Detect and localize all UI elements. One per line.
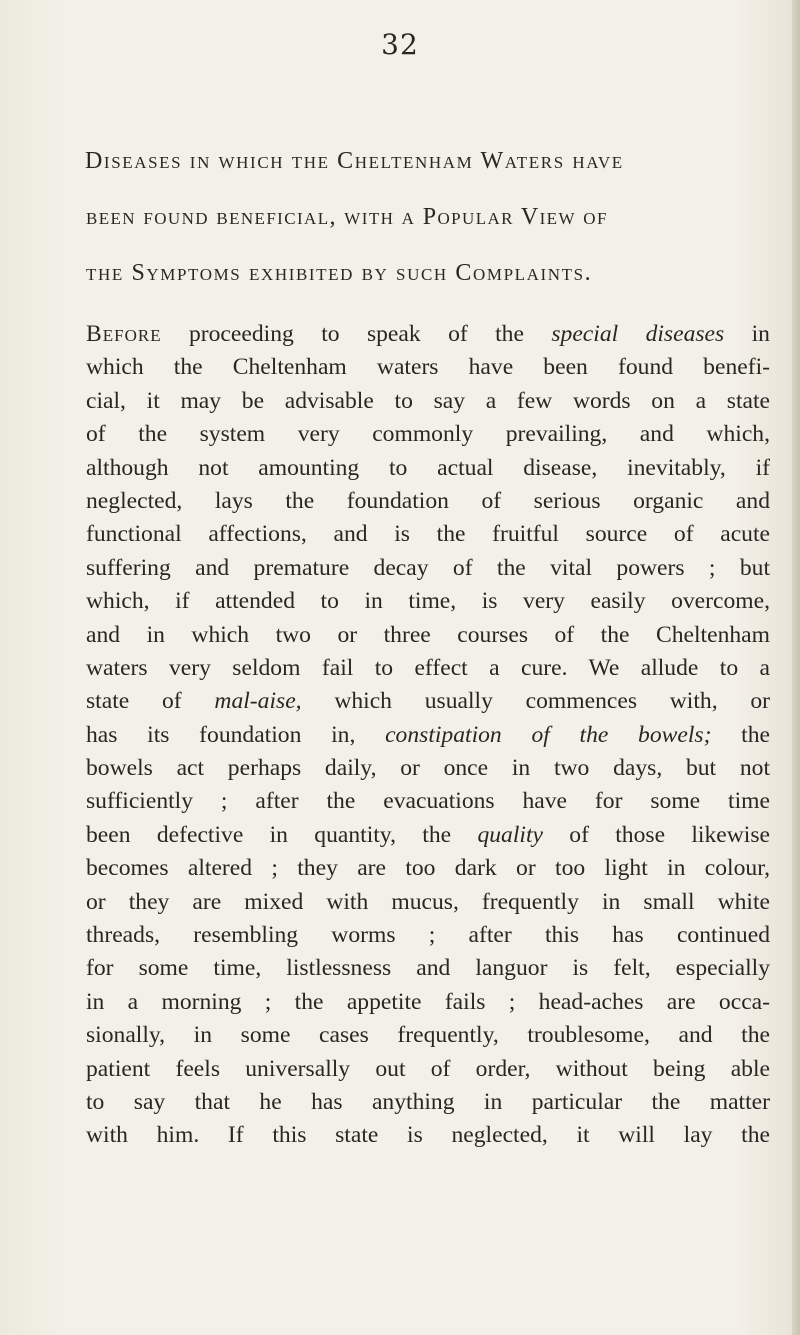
text-line xyxy=(86,919,770,952)
text-line xyxy=(86,485,770,518)
text-line xyxy=(86,886,770,919)
text-run: which the Cheltenham waters have been found benefi- xyxy=(86,354,770,381)
text-line xyxy=(86,351,770,384)
text-line xyxy=(86,385,770,418)
text-run: bowels act perhaps daily, or once in two days, but not xyxy=(86,755,770,782)
text-line xyxy=(86,652,770,685)
text-run: proceeding to speak of the xyxy=(161,321,552,347)
text-line xyxy=(86,1086,770,1119)
text-run: of those likewise xyxy=(542,821,770,848)
text-run: patient feels universally out of order, without being able xyxy=(86,1055,770,1082)
italic-phrase: special diseases xyxy=(551,321,725,347)
text-line xyxy=(86,752,770,785)
italic-phrase: mal-aise, xyxy=(214,688,302,715)
text-line xyxy=(86,452,770,485)
text-run: of the system very commonly prevailing, and which, xyxy=(86,421,770,448)
text-line xyxy=(86,719,770,752)
text-line xyxy=(86,552,770,585)
text-run: to say that he has anything in particular the matter xyxy=(86,1088,770,1115)
text-run: suffering and premature decay of the vital powers ; but xyxy=(86,554,770,581)
text-run: cial, it may be advisable to say a few words on a state xyxy=(86,387,770,414)
text-line xyxy=(86,685,770,718)
text-run: in xyxy=(724,321,770,347)
chapter-heading-line-3: the Symptoms exhibited by such Complaints. xyxy=(86,260,593,286)
text-run: the xyxy=(711,721,770,748)
text-run: functional affections, and is the fruitful source of acute xyxy=(86,521,770,548)
body-paragraph xyxy=(86,318,770,1153)
text-run: becomes altered ; they are too dark or too light in colour, xyxy=(86,855,770,882)
text-run: neglected, lays the foundation of serious organic and xyxy=(86,487,770,514)
chapter-heading-line-1: Diseases in which the Cheltenham Waters have xyxy=(85,148,624,174)
text-line xyxy=(86,1119,770,1152)
text-run: and in which two or three courses of the Cheltenham xyxy=(86,621,770,648)
text-line xyxy=(86,585,770,618)
text-line xyxy=(86,418,770,451)
text-line xyxy=(86,619,770,652)
text-run: which usually commences with, or xyxy=(301,688,771,715)
text-line xyxy=(86,852,770,885)
text-run: waters very seldom fail to effect a cure. We allude to a xyxy=(86,654,770,681)
text-run: threads, resembling worms ; after this has continued xyxy=(86,922,770,949)
page-number: 32 xyxy=(381,28,419,61)
text-run: in a morning ; the appetite fails ; head-aches are occa- xyxy=(86,988,770,1015)
text-line xyxy=(86,1053,770,1086)
text-line xyxy=(86,518,770,551)
text-line xyxy=(86,952,770,985)
text-run: although not amounting to actual disease, inevitably, if xyxy=(86,454,770,481)
chapter-heading-line-2: been found beneficial, with a Popular View of xyxy=(86,204,608,230)
text-line xyxy=(86,819,770,852)
text-run: with him. If this state is neglected, it will lay the xyxy=(86,1122,770,1149)
page-edge xyxy=(792,0,800,1335)
text-line xyxy=(86,986,770,1019)
text-run: has its foundation in, xyxy=(86,721,386,748)
italic-phrase: constipation of the bowels; xyxy=(385,721,712,748)
text-line xyxy=(86,785,770,818)
small-caps-word: Before xyxy=(86,321,162,347)
italic-phrase: quality xyxy=(477,821,543,848)
text-run: or they are mixed with mucus, frequently in small white xyxy=(86,888,770,915)
text-run: which, if attended to in time, is very easily overcome, xyxy=(86,588,770,615)
text-run: state of xyxy=(86,688,215,715)
text-run: been defective in quantity, the xyxy=(86,821,478,848)
text-run: sufficiently ; after the evacuations have for some time xyxy=(86,788,770,815)
text-run: for some time, listlessness and languor is felt, especially xyxy=(86,955,770,982)
text-line xyxy=(86,1019,770,1052)
text-line xyxy=(86,318,770,351)
text-run: sionally, in some cases frequently, troublesome, and the xyxy=(86,1022,770,1049)
